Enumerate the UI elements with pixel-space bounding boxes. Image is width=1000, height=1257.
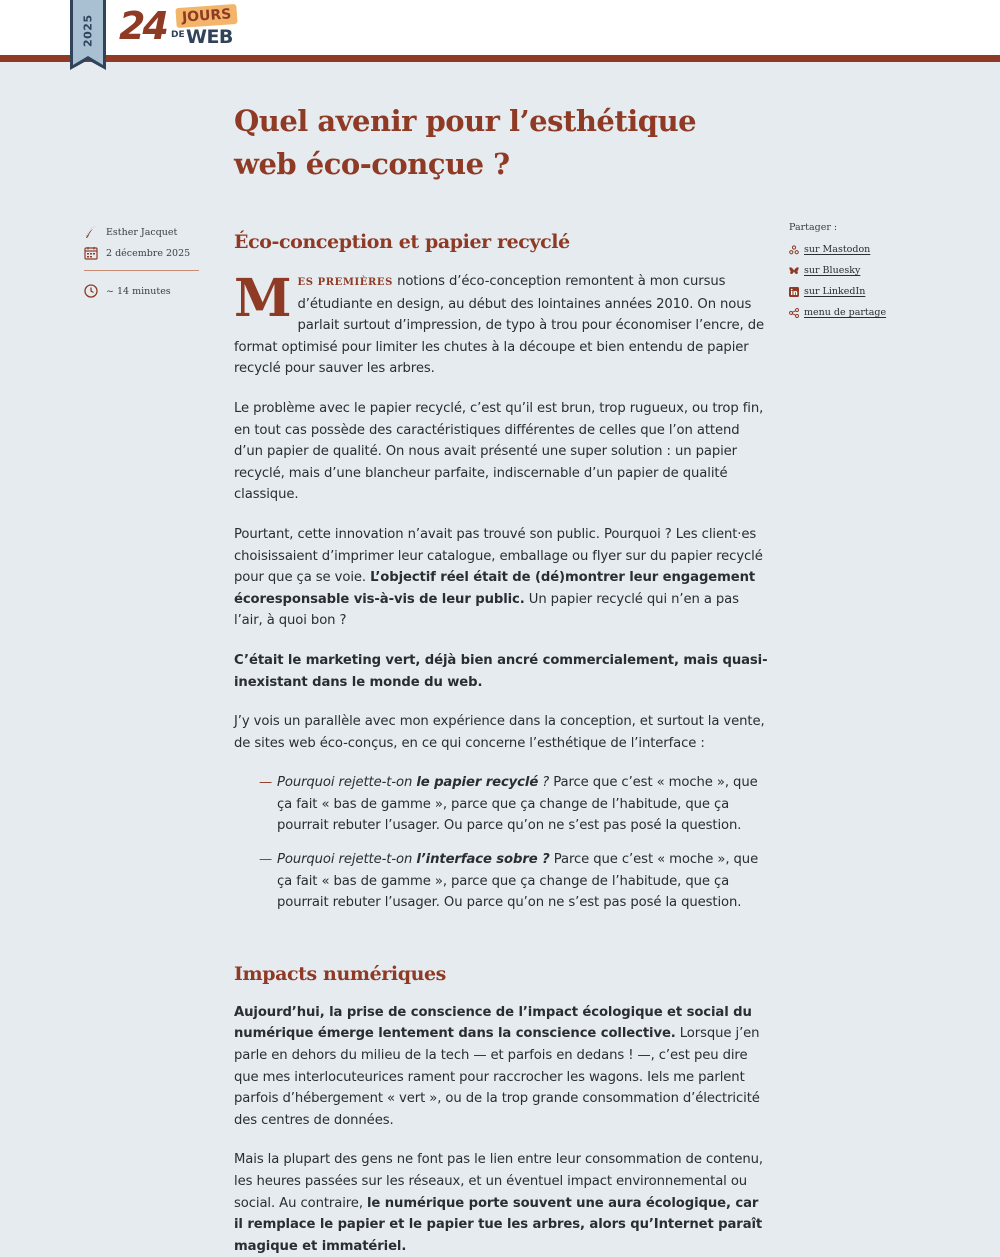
- reading-time: ~ 14 minutes: [106, 285, 171, 297]
- list-item: [259, 849, 770, 914]
- year-label: 2025: [81, 14, 95, 48]
- intro-smallcaps: ES PREMIÈRES: [297, 277, 393, 288]
- header-border: [0, 55, 1000, 62]
- list-question: [277, 775, 549, 790]
- clock-icon: [84, 284, 98, 298]
- list-answer: Parce que c’est « moche », que ça fait « bas de gamme », parce que ça change de l’habitude, que ça pourrait rebuter l’usager. Ou parce qu’on ne s’est pas posé la question.: [277, 775, 758, 834]
- share-linkedin: [789, 281, 899, 302]
- meta-divider: [84, 270, 199, 271]
- meta-author: [84, 222, 200, 242]
- paragraph-emphasis: Aujourd’hui, la prise de conscience de l’impact écologique et social du numérique émerge lentement dans la conscience collective.: [234, 1004, 752, 1042]
- question-emphasis: le papier recyclé: [416, 775, 539, 791]
- meta-reading-time: [84, 281, 200, 301]
- list-answer: Parce que c’est « moche », que ça fait « bas de gamme », parce que ça change de l’habitude, que ça pourrait rebuter l’usager. Ou parce qu’on ne s’est pas posé la question.: [277, 852, 759, 911]
- share-menu: [789, 302, 899, 323]
- share-icon: [789, 308, 799, 318]
- paragraph: [234, 1149, 770, 1257]
- publication-date: 2 décembre 2025: [106, 247, 191, 259]
- paragraph-emphasis: le numérique porte souvent une aura écologique, car il remplace le papier et le papier tue les arbres, alors qu’Internet paraît magique et immatériel.: [234, 1195, 763, 1254]
- paragraph-emphasis: L’objectif réel était de (dé)montrer leur engagement écoresponsable vis-à-vis de leur public.: [234, 570, 756, 607]
- question-text: ?: [538, 775, 550, 791]
- question-text: Pourquoi rejette-t-on: [277, 775, 417, 791]
- logo-web: WEB: [186, 26, 233, 48]
- page-title: Quel avenir pour l’esthétique web éco-conçue ?: [234, 104, 697, 181]
- share-bluesky-link[interactable]: sur Bluesky: [804, 265, 861, 276]
- drop-cap: M: [234, 268, 292, 329]
- list-question: [277, 852, 550, 867]
- linkedin-icon: [789, 287, 799, 297]
- meta-date: [84, 243, 200, 263]
- intro-text: notions d’éco-conception remontent à mon cursus d’étudiante en design, au début des lointaines années 2010. On nous parlait surtout d’impression, de typo à trou pour économiser l’encre, de format optimisé pour limiter les chutes à la découpe et bien entendu de papier recyclé pour sauver les arbres.: [234, 274, 764, 377]
- mastodon-icon: [789, 245, 799, 255]
- quill-icon: [84, 225, 98, 239]
- article-body: [234, 228, 770, 1257]
- share-label: Partager :: [789, 222, 838, 233]
- paragraph-text: Pourtant, cette innovation n’avait pas trouvé son public. Pourquoi ? Les client·es choisissaient d’imprimer leur catalogue, emballage ou flyer sur du papier recyclé pour que ça se voie.: [234, 526, 763, 586]
- share-mastodon-link[interactable]: sur Mastodon: [804, 244, 871, 255]
- question-emphasis: l’interface sobre ?: [416, 852, 550, 868]
- share-menu-link[interactable]: menu de partage: [804, 307, 887, 318]
- logo-de: DE: [171, 30, 185, 40]
- paragraph: [234, 650, 770, 693]
- paragraph: J’y vois un parallèle avec mon expérience dans la conception, et surtout la vente, de sites web éco-conçus, en ce qui concerne l’esthétique de l’interface :: [234, 714, 765, 751]
- share-panel: [789, 222, 899, 323]
- paragraph: [234, 524, 770, 632]
- comparison-list: [234, 772, 770, 914]
- paragraph-emphasis: C’était le marketing vert, déjà bien ancré commercialement, mais quasi-inexistant dans le monde du web.: [234, 652, 768, 690]
- share-bluesky: [789, 260, 899, 281]
- section-heading: Éco-conception et papier recyclé: [234, 231, 570, 253]
- paragraph-text: Un papier recyclé qui n’en a pas l’air, à quoi bon ?: [234, 591, 739, 629]
- calendar-icon: [84, 246, 98, 260]
- share-mastodon: [789, 239, 899, 260]
- logo-jours: JOURS: [175, 4, 238, 28]
- author-name: Esther Jacquet: [106, 226, 178, 238]
- paragraph: Le problème avec le papier recyclé, c’est qu’il est brun, trop rugueux, ou trop fin, en tout cas possède des caractéristiques différentes de celles que l’on attend d’un papier de qualité. On nous avait présenté une super solution : un papier recyclé, mais d’une blancheur parfaite, indiscernable d’un papier de qualité classique.: [234, 400, 764, 503]
- section-heading: Impacts numériques: [234, 962, 446, 985]
- question-text: Pourquoi rejette-t-on: [277, 852, 417, 868]
- list-item: [259, 772, 770, 837]
- dash-marker: —: [259, 775, 273, 791]
- intro-paragraph: [234, 268, 770, 380]
- paragraph-text: Lorsque j’en parle en dehors du milieu de la tech — et parfois en dedans ! —, c’est peu dire que mes interlocuteurices rament pour raccrocher les wagons. Iels me parlent parfois d’hébergement « vert », ou de la trop grande consommation d’électricité des centres de données.: [234, 1026, 760, 1128]
- paragraph: [234, 1002, 770, 1132]
- article-meta: [84, 222, 200, 302]
- share-linkedin-link[interactable]: sur LinkedIn: [804, 286, 866, 297]
- paragraph-text: Mais la plupart des gens ne font pas le lien entre leur consommation de contenu, les heures passées sur les réseaux, et un éventuel impact environnemental ou social. Au contraire,: [234, 1152, 763, 1211]
- dash-marker: —: [259, 852, 273, 868]
- butterfly-icon: [789, 266, 799, 276]
- logo-number: 24: [119, 4, 166, 48]
